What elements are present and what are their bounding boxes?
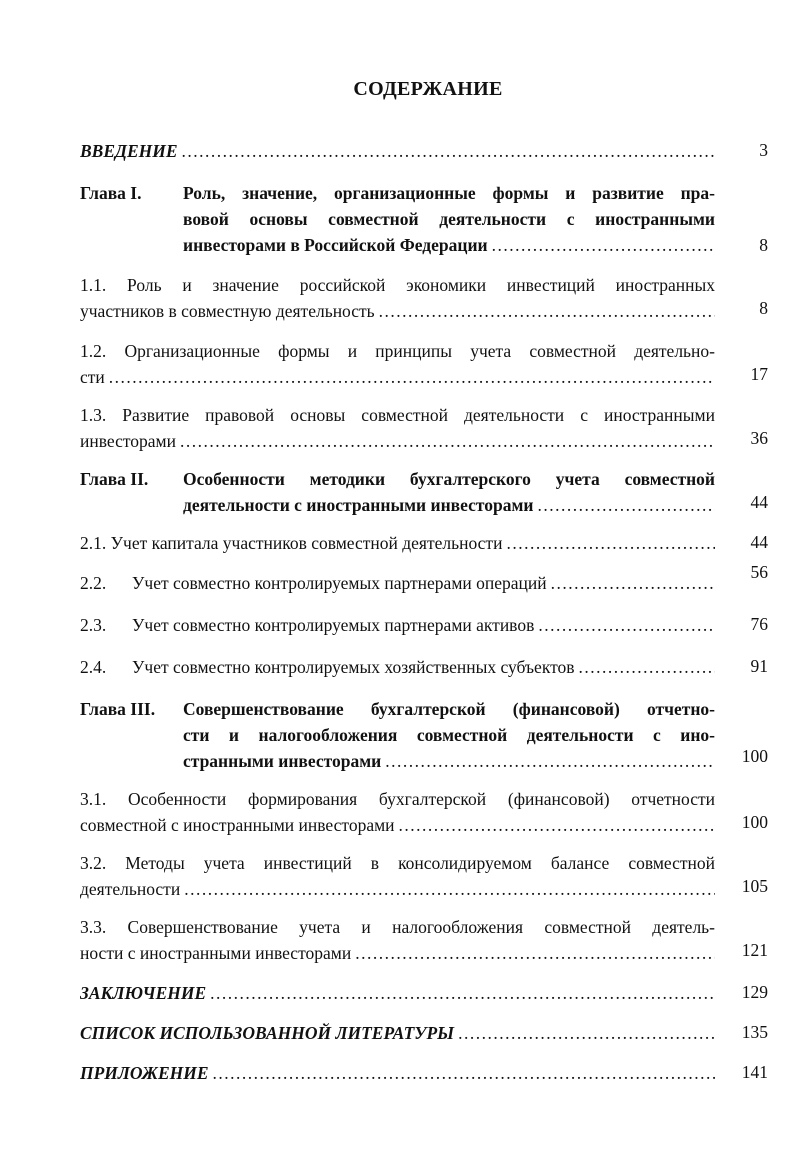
dot-leader	[379, 298, 715, 324]
dot-leader	[109, 364, 715, 390]
section-title: Учет совместно контролируемых партнерами активов	[132, 615, 535, 635]
toc-section-2-1[interactable]	[80, 530, 715, 556]
dot-leader	[180, 428, 715, 454]
chapter-title-line: Роль, значение, организационные формы и развитие пра-	[183, 183, 715, 203]
toc-section-3-1[interactable]	[80, 786, 715, 838]
section-title-line: 1.2. Организационные формы и принципы учета совместной деятельно-	[80, 341, 715, 361]
toc-section-1-3[interactable]	[80, 402, 715, 454]
section-title-line: сти	[80, 367, 105, 387]
section-title-line: участников в совместную деятельность	[80, 301, 375, 321]
toc-chapter-3[interactable]	[80, 696, 715, 774]
section-title-line: 1.1. Роль и значение российской экономики инвестиций иностранных	[80, 275, 715, 295]
dot-leader	[538, 612, 715, 638]
section-title-line: 3.3. Совершенствование учета и налогообложения совместной деятель-	[80, 917, 715, 937]
dot-leader	[184, 876, 715, 902]
toc-entry-conclusion[interactable]	[80, 980, 715, 1006]
page-number: 129	[741, 982, 768, 1002]
toc-entry-references[interactable]	[80, 1020, 715, 1046]
entry-title: ЗАКЛЮЧЕНИЕ	[80, 983, 207, 1003]
toc-entry-intro[interactable]	[80, 138, 715, 164]
entry-title: ПРИЛОЖЕНИЕ	[80, 1063, 209, 1083]
section-title: Учет совместно контролируемых партнерами операций	[132, 573, 547, 593]
section-title: 2.1. Учет капитала участников совместной деятельности	[80, 533, 503, 553]
dot-leader	[210, 980, 715, 1006]
chapter-title-line: Совершенствование бухгалтерской (финансовой) отчетно-	[183, 699, 715, 719]
toc-section-2-3[interactable]	[80, 612, 715, 638]
section-title-line: 3.2. Методы учета инвестиций в консолидируемом балансе совместной	[80, 853, 715, 873]
toc-section-2-2[interactable]	[80, 570, 715, 596]
dot-leader	[551, 570, 715, 596]
page-number: 3	[759, 140, 768, 160]
page-number: 105	[741, 876, 768, 896]
dot-leader	[399, 812, 715, 838]
page-number: 135	[741, 1022, 768, 1042]
section-title-line: 3.1. Особенности формирования бухгалтерской (финансовой) отчетности	[80, 789, 715, 809]
page-number: 76	[750, 614, 768, 634]
chapter-label: Глава II.	[80, 469, 149, 489]
section-label: 2.2.	[80, 573, 107, 593]
page-number: 141	[741, 1062, 768, 1082]
entry-title: СПИСОК ИСПОЛЬЗОВАННОЙ ЛИТЕРАТУРЫ	[80, 1023, 455, 1043]
section-title-line: деятельности	[80, 879, 181, 899]
dot-leader	[506, 530, 715, 556]
page-number: 36	[750, 428, 768, 448]
page-number: 17	[750, 364, 768, 384]
page-title: СОДЕРЖАНИЕ	[353, 78, 503, 100]
toc-section-3-2[interactable]	[80, 850, 715, 902]
section-label: 2.3.	[80, 615, 107, 635]
dot-leader	[458, 1020, 715, 1046]
chapter-label: Глава I.	[80, 183, 142, 203]
page-number: 44	[750, 492, 768, 512]
toc-section-3-3[interactable]	[80, 914, 715, 966]
page-number: 56	[750, 562, 768, 582]
chapter-label: Глава III.	[80, 699, 156, 719]
toc-section-1-2[interactable]	[80, 338, 715, 390]
toc-section-1-1[interactable]	[80, 272, 715, 324]
dot-leader	[213, 1060, 715, 1086]
section-title: Учет совместно контролируемых хозяйственных субъектов	[132, 657, 575, 677]
toc-chapter-2[interactable]	[80, 466, 715, 518]
page-number: 91	[750, 656, 768, 676]
toc-entry-appendix[interactable]	[80, 1060, 715, 1086]
chapter-title-line: сти и налогообложения совместной деятельности с ино-	[183, 725, 715, 745]
dot-leader	[385, 748, 715, 774]
dot-leader	[182, 138, 715, 164]
section-title-line: 1.3. Развитие правовой основы совместной деятельности с иностранными	[80, 405, 715, 425]
chapter-title-line: странными инвесторами	[183, 751, 382, 771]
section-title-line: совместной с иностранными инвесторами	[80, 815, 395, 835]
page-number: 8	[759, 235, 768, 255]
section-label: 2.4.	[80, 657, 107, 677]
dot-leader	[492, 232, 715, 258]
dot-leader	[579, 654, 715, 680]
page-number: 8	[759, 298, 768, 318]
dot-leader	[355, 940, 715, 966]
section-title-line: инвесторами	[80, 431, 176, 451]
chapter-title-line: инвесторами в Российской Федерации	[183, 235, 488, 255]
chapter-title-line: Особенности методики бухгалтерского учета совместной	[183, 469, 715, 489]
page-number: 100	[741, 812, 768, 832]
chapter-title-line: деятельности с иностранными инвесторами	[183, 495, 534, 515]
page-number: 44	[750, 532, 768, 552]
section-title-line: ности с иностранными инвесторами	[80, 943, 352, 963]
toc-section-2-4[interactable]	[80, 654, 715, 680]
page-number: 121	[741, 940, 768, 960]
chapter-title-line: вовой основы совместной деятельности с иностранными	[183, 209, 715, 229]
entry-title: ВВЕДЕНИЕ	[80, 141, 178, 161]
page-number: 100	[741, 746, 768, 766]
toc-chapter-1[interactable]	[80, 180, 715, 258]
dot-leader	[537, 492, 715, 518]
